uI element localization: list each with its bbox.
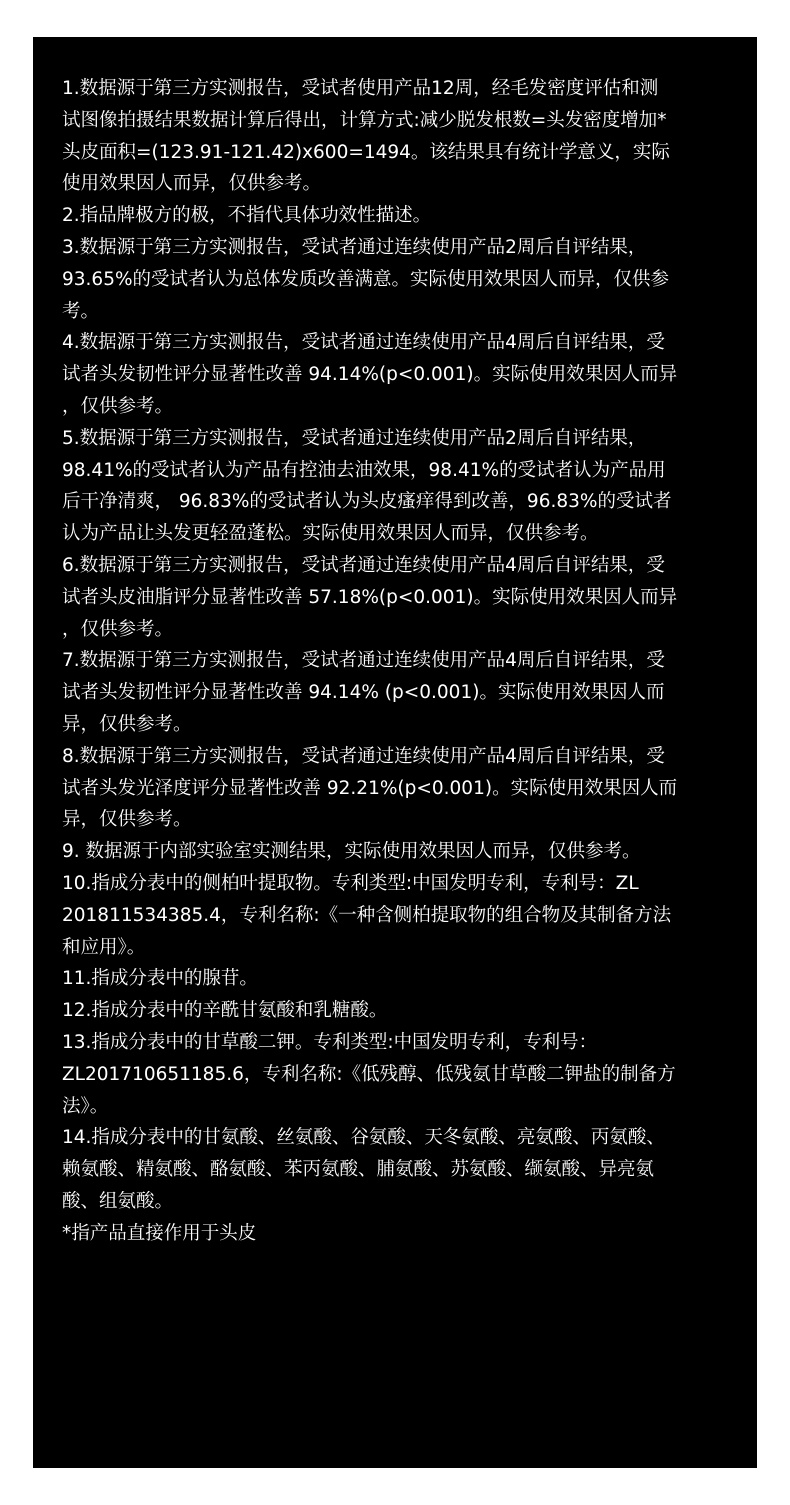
disclaimer-line: ZL201710651185.6，专利名称:《低残醇、低残氨甘草酸二钾盐的制备方 [62, 1063, 676, 1085]
disclaimer-line: 法》。 [62, 1095, 109, 1117]
disclaimer-line: 10.指成分表中的侧柏叶提取物。专利类型:中国发明专利，专利号：ZL [62, 872, 639, 894]
disclaimer-line: 试者头发韧性评分显著性改善 94.14%(p<0.001)。实际使用效果因人而异 [62, 364, 678, 386]
disclaimer-line: 试者头皮油脂评分显著性改善 57.18%(p<0.001)。实际使用效果因人而异 [62, 586, 678, 608]
disclaimer-line: 12.指成分表中的辛酰甘氨酸和乳糖酸。 [62, 1000, 388, 1022]
disclaimer-line: 赖氨酸、精氨酸、酪氨酸、苯丙氨酸、脯氨酸、苏氨酸、缬氨酸、异亮氨 [62, 1159, 655, 1181]
disclaimer-line: 使用效果因人而异，仅供参考。 [62, 173, 322, 195]
disclaimer-panel [33, 37, 757, 1468]
disclaimer-line: 4.数据源于第三方实测报告，受试者通过连续使用产品4周后自评结果，受 [62, 332, 665, 354]
disclaimer-line: 异，仅供参考。 [62, 713, 192, 735]
disclaimer-line: 201811534385.4，专利名称:《一种含侧柏提取物的组合物及其制备方法 [62, 904, 672, 926]
disclaimer-line: 酸、组氨酸。 [62, 1190, 174, 1212]
disclaimer-line: 考。 [62, 300, 100, 322]
disclaimer-line: 试图像拍摄结果数据计算后得出，计算方式:减少脱发根数=头发密度增加* [62, 109, 667, 131]
disclaimer-line: 头皮面积=(123.91-121.42)x600=1494。该结果具有统计学意义，实际 [62, 141, 670, 163]
disclaimer-line: 后干净清爽， 96.83%的受试者认为头皮瘙痒得到改善，96.83%的受试者 [62, 491, 672, 513]
disclaimer-line: ，仅供参考。 [62, 618, 174, 640]
disclaimer-line: 认为产品让头发更轻盈蓬松。实际使用效果因人而异，仅供参考。 [62, 523, 599, 545]
disclaimer-line: 9. 数据源于内部实验室实测结果，实际使用效果因人而异，仅供参考。 [62, 841, 641, 863]
disclaimer-line: 11.指成分表中的腺苷。 [62, 968, 258, 990]
disclaimer-line: 1.数据源于第三方实测报告，受试者使用产品12周，经毛发密度评估和测 [62, 78, 659, 99]
disclaimer-line: 5.数据源于第三方实测报告，受试者通过连续使用产品2周后自评结果， [62, 427, 647, 449]
disclaimer-line: 试者头发韧性评分显著性改善 94.14% (p<0.001)。实际使用效果因人而 [62, 682, 665, 704]
disclaimer-line: *指产品直接作用于头皮 [62, 1222, 257, 1244]
disclaimer-line: 3.数据源于第三方实测报告，受试者通过连续使用产品2周后自评结果， [62, 236, 647, 258]
disclaimer-line: 98.41%的受试者认为产品有控油去油效果，98.41%的受试者认为产品用 [62, 459, 666, 481]
disclaimer-line: 7.数据源于第三方实测报告，受试者通过连续使用产品4周后自评结果，受 [62, 650, 665, 672]
disclaimer-line: 和应用》。 [62, 936, 146, 958]
disclaimer-line: 93.65%的受试者认为总体发质改善满意。实际使用效果因人而异，仅供参 [62, 268, 670, 290]
disclaimer-line: 13.指成分表中的甘草酸二钾。专利类型:中国发明专利，专利号： [62, 1031, 598, 1053]
disclaimer-line: 异，仅供参考。 [62, 809, 192, 831]
disclaimer-line: ，仅供参考。 [62, 395, 174, 417]
disclaimer-line: 2.指品牌极方的极，不指代具体功效性描述。 [62, 205, 432, 227]
disclaimer-line: 14.指成分表中的甘氨酸、丝氨酸、谷氨酸、天冬氨酸、亮氨酸、丙氨酸、 [62, 1127, 665, 1149]
disclaimer-line: 6.数据源于第三方实测报告，受试者通过连续使用产品4周后自评结果，受 [62, 554, 665, 576]
disclaimer-line: 8.数据源于第三方实测报告，受试者通过连续使用产品4周后自评结果，受 [62, 745, 665, 767]
disclaimer-line: 试者头发光泽度评分显著性改善 92.21%(p<0.001)。实际使用效果因人而 [62, 777, 678, 799]
